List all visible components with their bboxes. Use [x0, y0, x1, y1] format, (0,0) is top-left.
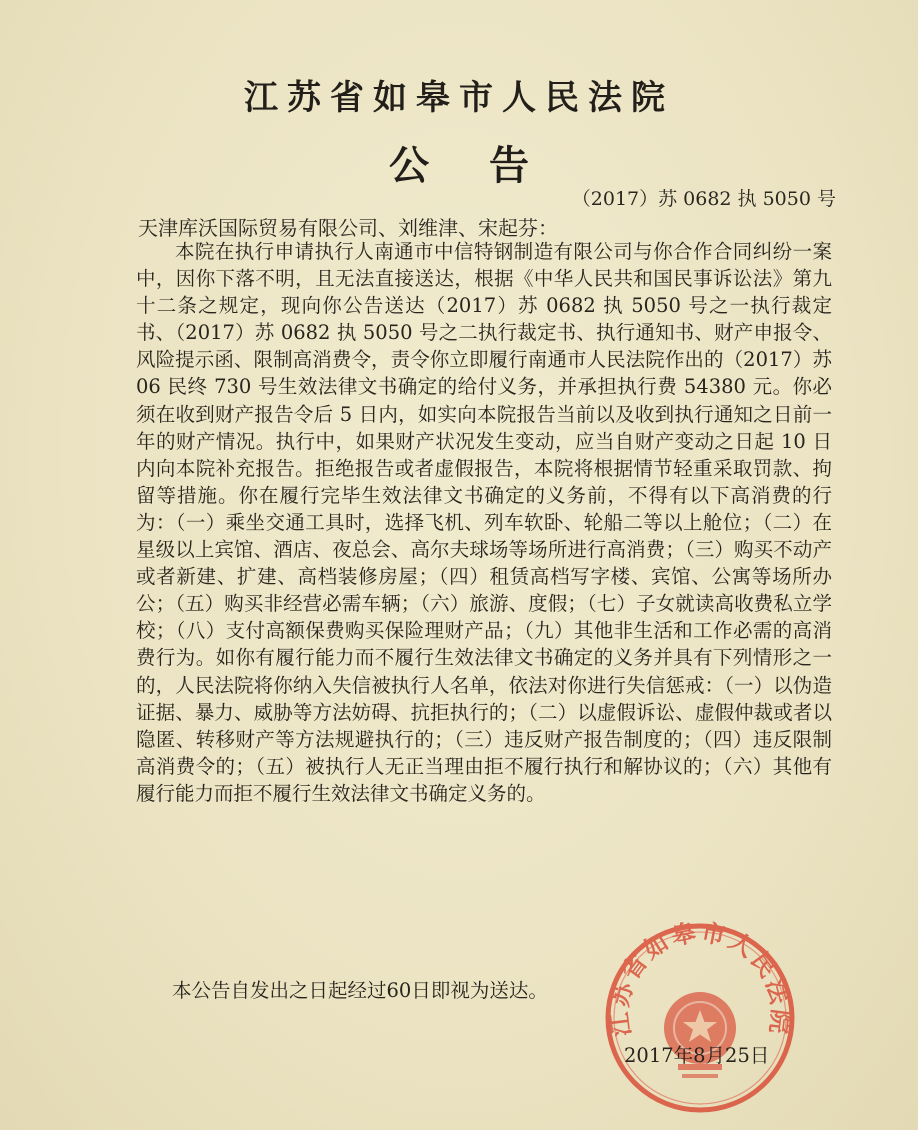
document-title: 公告 — [389, 143, 589, 189]
notice-body: 本院在执行申请执行人南通市中信特钢制造有限公司与你合作合同纠纷一案中，因你下落不明，且无法直接送达，根据《中华人民共和国民事诉讼法》第九十二条之规定，现向你公告送达（2017）苏 0682 执 5050 号之一执行裁定书、（2017）苏 0682 执 5050 号之二执行裁定书、执行通知书、财产申报令、风险提示函、限制高消费令，责令你立即履行南通市人民法院作出的（2017）苏 06 民终 730 号生效法律文书确定的给付义务，并承担执行费 54380 元。你必须在收到财产报告令后 5 日内，如实向本院报告当前以及收到执行通知之日前一年的财产情况。执行中，如果财产状况发生变动，应当自财产变动之日起 10 日内向本院补充报告。拒绝报告或者虚假报告，本院将根据情节轻重采取罚款、拘留等措施。你在履行完毕生效法律文书确定的义务前，不得有以下高消费的行为：（一）乘坐交通工具时，选择飞机、列车软卧、轮船二等以上舱位；（二）在星级以上宾馆、酒店、夜总会、高尔夫球场等场所进行高消费；（三）购买不动产或者新建、扩建、高档装修房屋；（四）租赁高档写字楼、宾馆、公寓等场所办公；（五）购买非经营必需车辆；（六）旅游、度假；（七）子女就读高收费私立学校；（八）支付高额保费购买保险理财产品；（九）其他非生活和工作必需的高消费行为。如你有履行能力而不履行生效法律文书确定的义务并具有下列情形之一的，人民法院将你纳入失信被执行人名单，依法对你进行失信惩戒：（一）以伪造证据、暴力、威胁等方法妨碍、抗拒执行的；（二）以虚假诉讼、虚假仲裁或者以隐匿、转移财产等方法规避执行的；（三）违反财产报告制度的；（四）违反限制高消费令的；（五）被执行人无正当理由拒不履行执行和解协议的；（六）其他有履行能力而拒不履行生效法律文书确定义务的。 — [136, 240, 832, 805]
svg-text:江苏省如皋市人民法院: 江苏省如皋市人民法院 — [605, 918, 795, 1039]
court-seal-icon — [600, 918, 800, 1118]
closing-statement: 本公告自发出之日起经过60日即视为送达。 — [172, 979, 548, 1002]
issue-date: 2017年8月25日 — [624, 1044, 770, 1067]
court-name: 江苏省如皋市人民法院 — [244, 78, 674, 118]
case-number: （2017）苏 0682 执 5050 号 — [571, 188, 836, 210]
addressee: 天津库沃国际贸易有限公司、刘维津、宋起芬： — [138, 216, 558, 240]
